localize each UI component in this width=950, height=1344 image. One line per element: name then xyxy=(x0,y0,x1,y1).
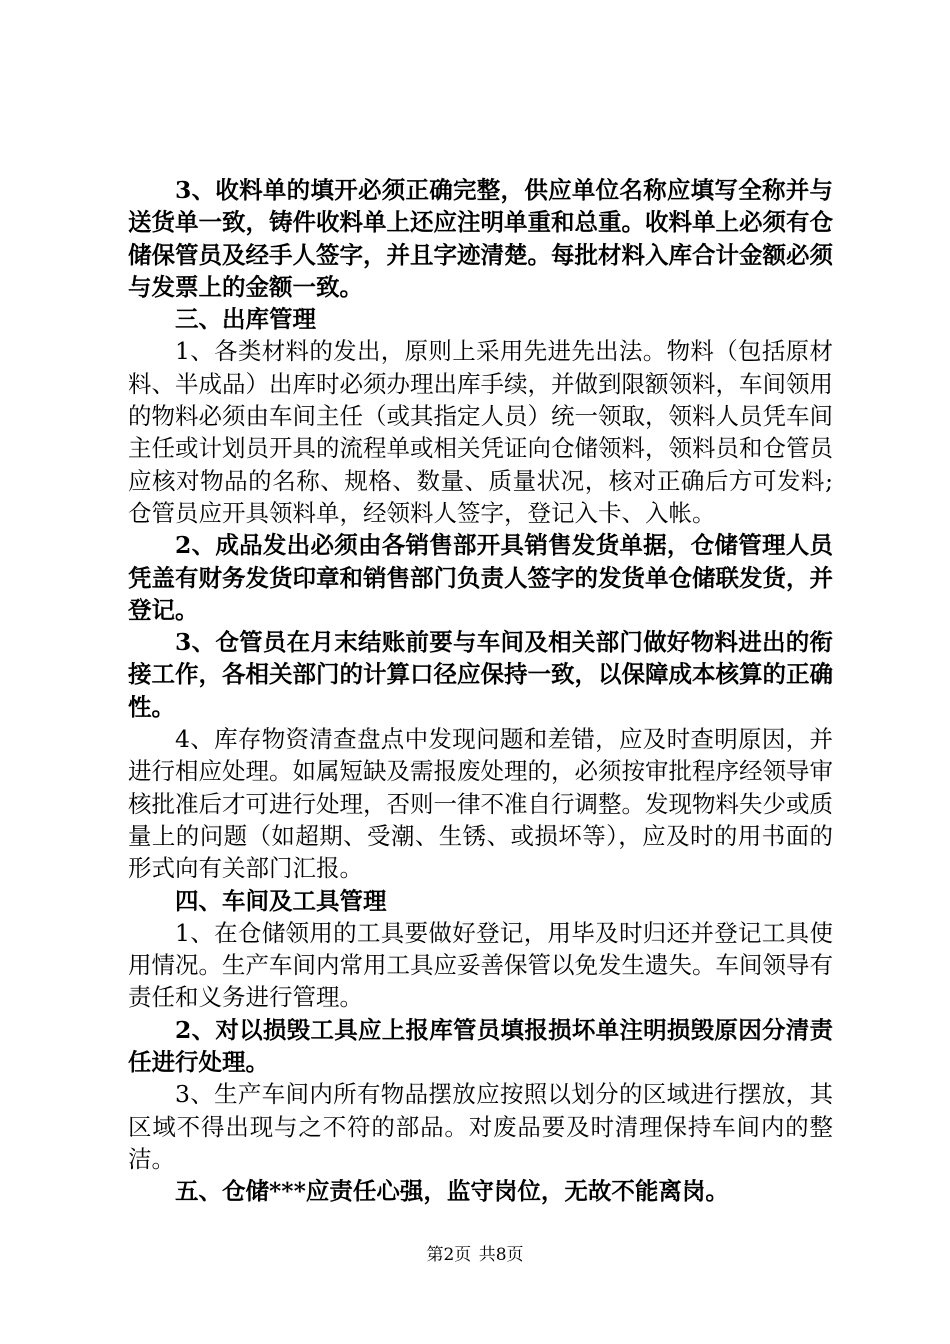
page-number: 第2页 xyxy=(426,1245,472,1265)
paragraph-tools-3: 3、生产车间内所有物品摆放应按照以划分的区域进行摆放，其区域不得出现与之不符的部品。对废品要及时清理保持车间内的整洁。 xyxy=(128,1080,833,1173)
section-heading-workshop-tools: 四、车间及工具管理 xyxy=(175,886,387,915)
paragraph-outbound-1: 1、各类材料的发出，原则上采用先进先出法。物料（包括原材料、半成品）出库时必须办理出库手续，并做到限额领料，车间领用的物料必须由车间主任（或其指定人员）统一领取，领料人员凭车间主任或计划员开具的流程单或相关凭证向仓储领料，领料员和仓管员应核对物品的名称、规格、数量、质量状况，核对正确后方可发料;仓管员应开具领料单，经领料人签字，登记入卡、入帐。 xyxy=(128,337,833,527)
paragraph-outbound-3: 3、仓管员在月末结账前要与车间及相关部门做好物料进出的衔接工作，各相关部门的计算口径应保持一致，以保障成本核算的正确性。 xyxy=(128,628,833,721)
paragraph-tools-2: 2、对以损毁工具应上报库管员填报损坏单注明损毁原因分清责任进行处理。 xyxy=(128,1015,833,1077)
section-heading-warehouse-staff: 五、仓储***应责任心强，监守岗位，无故不能离岗。 xyxy=(175,1177,729,1206)
page-footer xyxy=(0,1240,950,1265)
section-heading-outbound: 三、出库管理 xyxy=(175,305,316,334)
document-body xyxy=(128,174,833,1208)
paragraph-receipt-form: 3、收料单的填开必须正确完整，供应单位名称应填写全称并与送货单一致，铸件收料单上还应注明单重和总重。收料单上必须有仓储保管员及经手人签字，并且字迹清楚。每批材料入库合计金额必须与发票上的金额一致。 xyxy=(128,176,833,301)
paragraph-tools-1: 1、在仓储领用的工具要做好登记，用毕及时归还并登记工具使用情况。生产车间内常用工具应妥善保管以免发生遗失。车间领导有责任和义务进行管理。 xyxy=(128,918,833,1012)
page-total: 共8页 xyxy=(478,1245,524,1265)
paragraph-outbound-4: 4、库存物资清查盘点中发现问题和差错，应及时查明原因，并进行相应处理。如属短缺及需报废处理的，必须按审批程序经领导审核批准后才可进行处理，否则一律不准自行调整。发现物料失少或质量上的问题（如超期、受潮、生锈、或损坏等），应及时的用书面的形式向有关部门汇报。 xyxy=(128,725,833,883)
paragraph-outbound-2: 2、成品发出必须由各销售部开具销售发货单据，仓储管理人员凭盖有财务发货印章和销售部门负责人签字的发货单仓储联发货，并登记。 xyxy=(128,531,833,624)
